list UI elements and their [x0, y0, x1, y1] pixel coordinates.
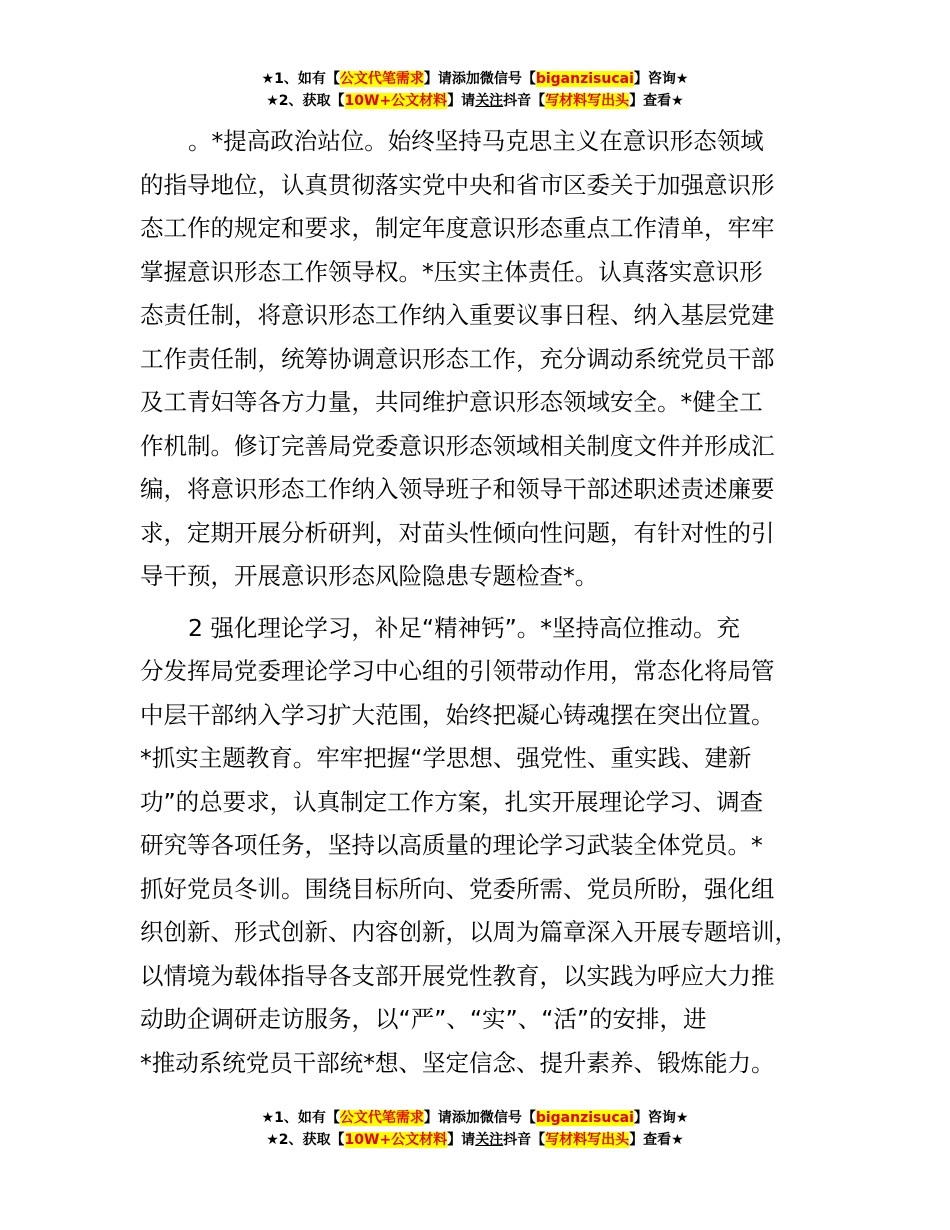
text-line: 作机制。修订完善局党委意识形态领域相关制度文件并形成汇: [140, 431, 775, 460]
account-highlight: 写材料写出头: [545, 93, 630, 109]
text-line: 的指导地位，认真贯彻落实党中央和省市区委关于加强意识形: [140, 170, 775, 199]
wechat-id-highlight: biganzisucai: [535, 71, 634, 87]
paragraph-1: [140, 120, 830, 599]
text-line: 态责任制，将意识形态工作纳入重要议事日程、纳入基层党建: [140, 301, 775, 329]
text-line: 中层干部纳入学习扩大范围，始终把凝心铸魂摆在突出位置。: [140, 700, 775, 729]
service-highlight: 公文代笔需求: [339, 71, 424, 87]
text-line: 分发挥局党委理论学习中心组的引领带动作用，常态化将局管: [140, 657, 775, 685]
account-highlight: 写材料写出头: [545, 1132, 630, 1148]
service-highlight: 公文代笔需求: [339, 1110, 424, 1126]
text-line: *推动系统党员干部统*想、坚定信念、提升素养、锻炼能力。: [140, 1048, 775, 1077]
promo-line-2: ★2、获取【10W+公文材料】请关注抖音【写材料写出头】查看★: [266, 93, 684, 109]
text-line: 研究等各项任务，坚持以高质量的理论学习武装全体党员。*: [140, 831, 763, 859]
text-line: 工作责任制，统筹协调意识形态工作，充分调动系统党员干部: [140, 344, 775, 373]
text-line: 编，将意识形态工作纳入领导班子和领导干部述职述责述廉要: [140, 475, 775, 503]
text-line: 织创新、形式创新、内容创新，以周为篇章深入开展专题培训，: [140, 918, 798, 946]
text-line: 掌握意识形态工作领导权。*压实主体责任。认真落实意识形: [140, 257, 763, 286]
follow-text: 关注: [475, 1132, 504, 1148]
document-body: [140, 120, 830, 1085]
bottom-promo-banner: [0, 1107, 950, 1151]
top-promo-banner: [0, 68, 950, 112]
promo-line-1: ★1、如有【公文代笔需求】请添加微信号【biganzisucai】咨询★: [261, 1110, 689, 1126]
text-line: 态工作的规定和要求，制定年度意识形态重点工作清单，牢牢: [140, 214, 775, 242]
text-line: 。*提高政治站位。始终坚持马克思主义在意识形态领域: [188, 127, 764, 155]
promo-line-1: ★1、如有【公文代笔需求】请添加微信号【biganzisucai】咨询★: [261, 71, 689, 87]
text-line: 导干预，开展意识形态风险隐患专题检查*。: [140, 562, 599, 590]
text-line: 抓好党员冬训。围绕目标所向、党委所需、党员所盼，强化组: [140, 874, 775, 903]
follow-text: 关注: [475, 93, 504, 109]
materials-highlight: 10W+公文材料: [344, 1132, 448, 1148]
wechat-id-highlight: biganzisucai: [535, 1110, 634, 1126]
text-line: 求，定期开展分析研判，对苗头性倾向性问题，有针对性的引: [140, 518, 775, 547]
materials-highlight: 10W+公文材料: [344, 93, 448, 109]
text-line: *抓实主题教育。牢牢把握“学思想、强党性、重实践、建新: [140, 744, 752, 772]
promo-line-2: ★2、获取【10W+公文材料】请关注抖音【写材料写出头】查看★: [266, 1132, 684, 1148]
text-line: 及工青妇等各方力量，共同维护意识形态领域安全。*健全工: [140, 388, 763, 416]
text-line: 动助企调研走访服务，以“严”、“实”、“活”的安排，进: [140, 1005, 707, 1033]
paragraph-2: [140, 607, 830, 1086]
text-line: 2 强化理论学习，补足“精神钙”。*坚持高位推动。充: [188, 613, 741, 642]
text-line: 以情境为载体指导各支部开展党性教育，以实践为呼应大力推: [140, 961, 775, 990]
text-line: 功”的总要求，认真制定工作方案，扎实开展理论学习、调查: [140, 787, 764, 816]
